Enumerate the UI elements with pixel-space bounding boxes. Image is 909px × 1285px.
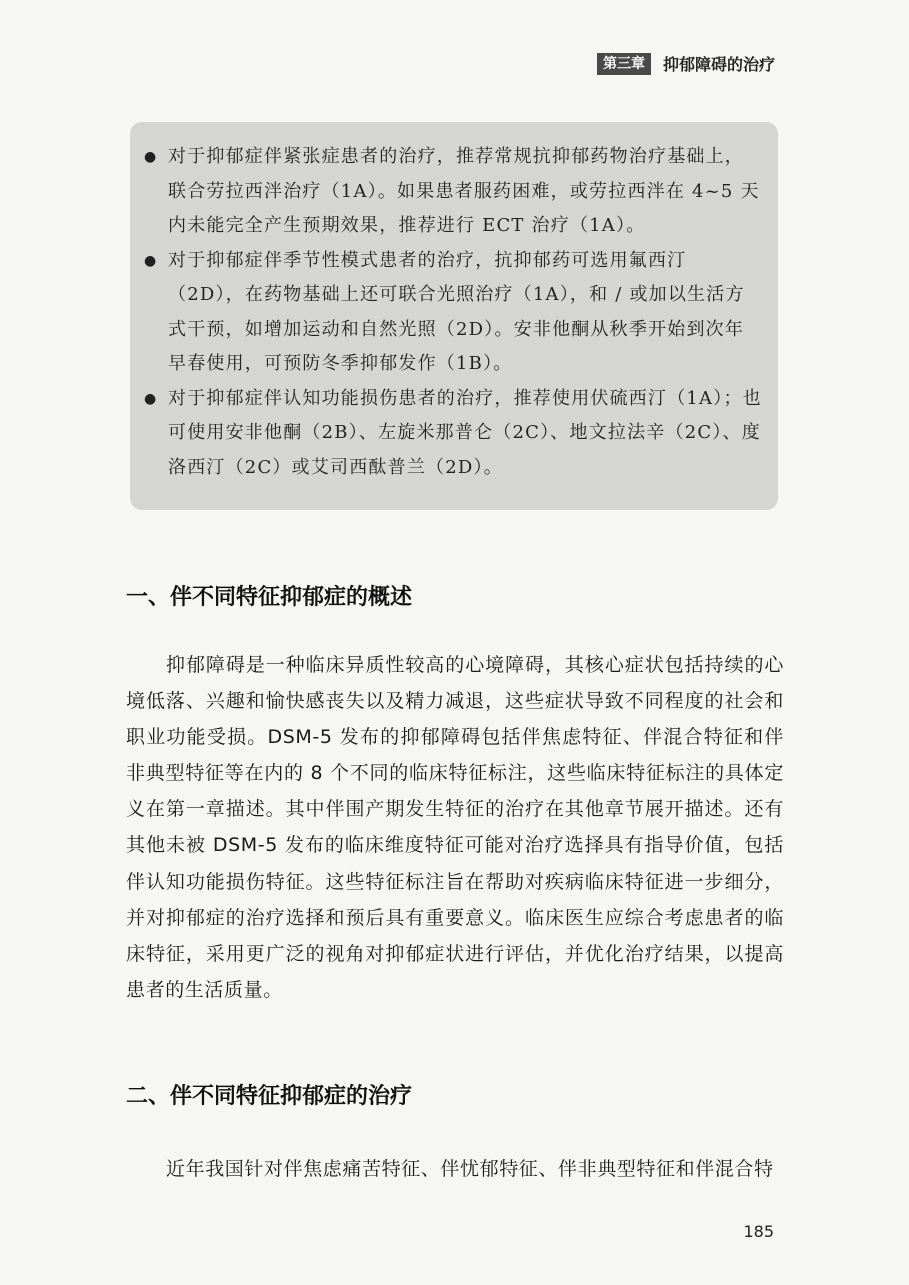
page-number: 185 [743,1222,774,1241]
bullet-text: 对于抑郁症伴紧张症患者的治疗，推荐常规抗抑郁药物治疗基础上，联合劳拉西泮治疗（1A）。如果患者服药困难，或劳拉西泮在 4~5 天内未能完全产生预期效果，推荐进行 ECT 治疗（1A）。 [168,146,760,236]
bullet-text: 对于抑郁症伴季节性模式患者的治疗，抗抑郁药可选用氟西汀（2D），在药物基础上还可联合光照治疗（1A），和 / 或加以生活方式干预，如增加运动和自然光照（2D）。安非他酮从秋季开始到次年早春使用，可预防冬季抑郁发作（1B）。 [168,249,745,374]
section-heading-overview: 一、伴不同特征抑郁症的概述 [126,585,413,610]
section-heading-treatment: 二、伴不同特征抑郁症的治疗 [126,1084,413,1109]
overview-paragraph: 抑郁障碍是一种临床异质性较高的心境障碍，其核心症状包括持续的心境低落、兴趣和愉快感丧失以及精力减退，这些症状导致不同程度的社会和职业功能受损。DSM-5 发布的抑郁障碍包括伴焦虑特征、伴混合特征和伴非典型特征等在内的 8 个不同的临床特征标注，这些临床特征标注的具体定义在第一章描述。其中伴围产期发生特征的治疗在其他章节展开描述。还有其他未被 DSM-5 发布的临床维度特征可能对治疗选择具有指导价值，包括伴认知功能损伤特征。这些特征标注旨在帮助对疾病临床特征进一步细分，并对抑郁症的治疗选择和预后具有重要意义。临床医生应综合考虑患者的临床特征，采用更广泛的视角对抑郁症状进行评估，并优化治疗结果，以提高患者的生活质量。 [126,654,784,1001]
bullet-item [144,382,762,486]
bullet-dot-icon: ● [144,149,158,165]
treatment-paragraph: 近年我国针对伴焦虑痛苦特征、伴忧郁特征、伴非典型特征和伴混合特 [166,1158,774,1180]
chapter-tag: 第三章 [597,53,651,75]
bullet-item [144,244,762,382]
chapter-title: 抑郁障碍的治疗 [662,55,775,74]
running-header [597,52,775,75]
bullet-dot-icon: ● [144,390,158,407]
bullet-item [144,140,762,244]
recommendation-box [130,122,778,510]
bullet-text: 对于抑郁症伴认知功能损伤患者的治疗，推荐使用伏硫西汀（1A）；也可使用安非他酮（2B）、左旋米那普仑（2C）、地文拉法辛（2C）、度洛西汀（2C）或艾司西酞普兰（2D）。 [168,387,762,478]
bullet-dot-icon: ● [144,252,158,269]
